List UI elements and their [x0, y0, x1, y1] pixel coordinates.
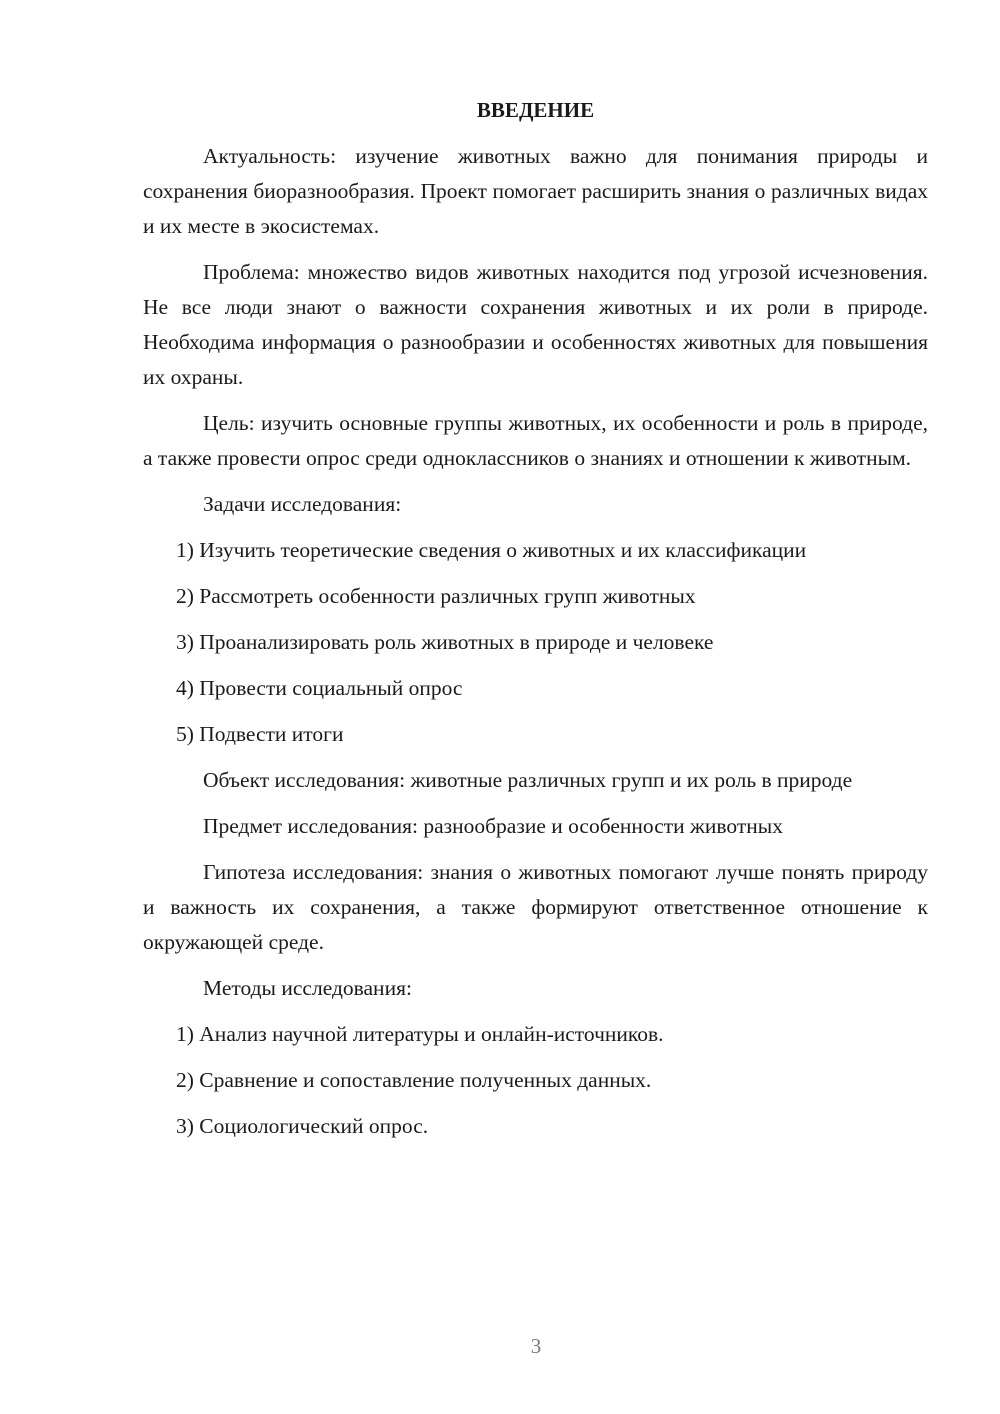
- tasks-heading: Задачи исследования:: [203, 492, 402, 516]
- subject-paragraph: Предмет исследования: разнообразие и особенности животных: [203, 814, 783, 838]
- relevance-paragraph: Актуальность: изучение животных важно для понимания природы и сохранения биоразнообразия. Проект помогает расширить знания о различных видах и их месте в экосистемах.: [143, 144, 928, 238]
- page-number: 3: [530, 1334, 542, 1358]
- list-item: 1) Изучить теоретические сведения о животных и их классификации: [176, 538, 807, 562]
- object-paragraph: Объект исследования: животные различных групп и их роль в природе: [203, 768, 853, 792]
- list-item: 2) Рассмотреть особенности различных групп животных: [176, 584, 696, 608]
- list-item: 1) Анализ научной литературы и онлайн-источников.: [176, 1022, 664, 1046]
- list-item: 3) Социологический опрос.: [176, 1114, 429, 1138]
- list-item: 5) Подвести итоги: [176, 722, 344, 746]
- methods-list: [143, 1017, 928, 1144]
- document-body: [143, 96, 928, 1155]
- list-item: 2) Сравнение и сопоставление полученных данных.: [176, 1068, 652, 1092]
- methods-heading: Методы исследования:: [203, 976, 412, 1000]
- problem-paragraph: Проблема: множество видов животных находится под угрозой исчезновения. Не все люди знают о важности сохранения животных и их роли в природе. Необходима информация о разнообразии и особенностях животных для повышения их охраны.: [143, 260, 928, 389]
- list-item: 4) Провести социальный опрос: [176, 676, 463, 700]
- goal-paragraph: Цель: изучить основные группы животных, их особенности и роль в природе, а также провести опрос среди одноклассников о знаниях и отношении к животным.: [143, 411, 928, 470]
- hypothesis-paragraph: Гипотеза исследования: знания о животных помогают лучше понять природу и важность их сохранения, а также формируют ответственное отношение к окружающей среде.: [143, 860, 928, 954]
- page-title: ВВЕДЕНИЕ: [476, 98, 595, 122]
- tasks-list: [143, 533, 928, 752]
- list-item: 3) Проанализировать роль животных в природе и человеке: [176, 630, 714, 654]
